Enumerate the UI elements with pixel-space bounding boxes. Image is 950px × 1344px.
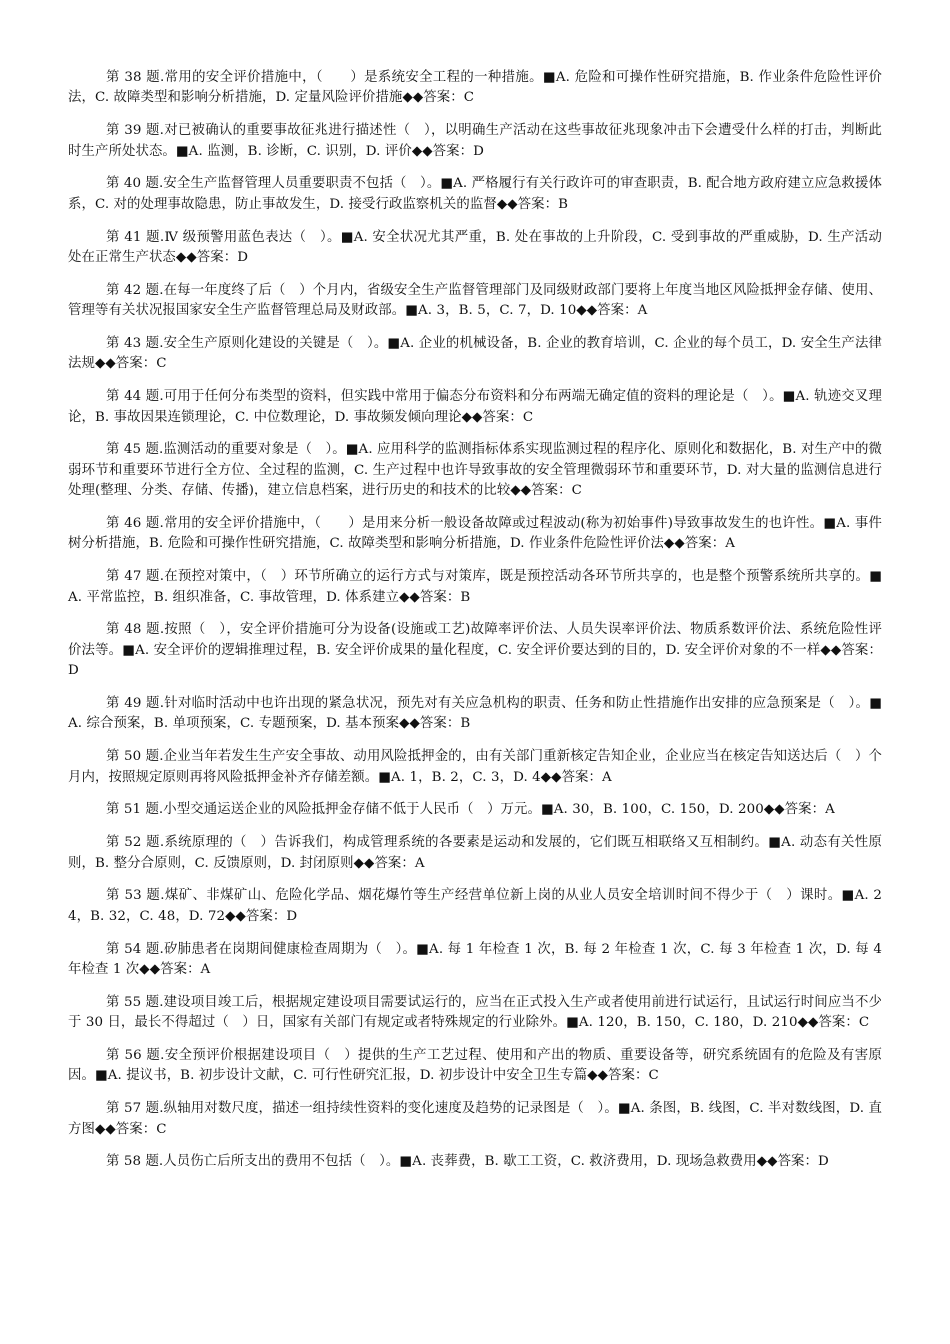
- question-39: 第 39 题.对已被确认的重要事故征兆进行描述性（ ），以明确生产活动在这些事故征兆现象冲击下会遭受什么样的打击，判断此时生产所处状态。■A. 监测，B. 诊断，C. 识别，D. 评价◆◆答案：D: [68, 123, 882, 159]
- question-47: 第 47 题.在预控对策中，（ ）环节所确立的运行方式与对策库，既是预控活动各环节所共享的，也是整个预警系统所共享的。■A. 平常监控，B. 组织准备，C. 事故管理，D. 体系建立◆◆答案：B: [68, 569, 882, 605]
- question-40: 第 40 题.安全生产监督管理人员重要职责不包括（ ）。■A. 严格履行有关行政许可的审查职责，B. 配合地方政府建立应急救援体系，C. 对的处理事故隐患，防止事故发生，D. 接受行政监察机关的监督◆◆答案：B: [68, 176, 882, 212]
- question-54: 第 54 题.矽肺患者在岗期间健康检查周期为（ ）。■A. 每 1 年检查 1 次，B. 每 2 年检查 1 次，C. 每 3 年检查 1 次，D. 每 4 年检查 1 次◆◆答案：A: [68, 941, 882, 978]
- question-44: 第 44 题.可用于任何分布类型的资料，但实践中常用于偏态分布资料和分布两端无确定值的资料的理论是（ ）。■A. 轨迹交叉理论，B. 事故因果连锁理论，C. 中位数理论，D. 事故频发倾向理论◆◆答案：C: [68, 389, 882, 425]
- question-56: 第 56 题.安全预评价根据建设项目（ ）提供的生产工艺过程、使用和产出的物质、重要设备等，研究系统固有的危险及有害原因。■A. 提议书，B. 初步设计文献，C. 可行性研究汇报，D. 初步设计中安全卫生专篇◆◆答案：C: [68, 1048, 882, 1084]
- question-42: 第 42 题.在每一年度终了后（ ）个月内，省级安全生产监督管理部门及同级财政部门要将上年度当地区风险抵押金存储、使用、管理等有关状况报国家安全生产监督管理总局及财政部。■A. 3，B. 5，C. 7，D. 10◆◆答案：A: [68, 282, 882, 319]
- question-52: 第 52 题.系统原理的（ ）告诉我们，构成管理系统的各要素是运动和发展的，它们既互相联络又互相制约。■A. 动态有关性原则，B. 整分合原则，C. 反馈原则，D. 封闭原则◆◆答案：A: [68, 835, 882, 871]
- question-55: 第 55 题.建设项目竣工后，根据规定建设项目需要试运行的，应当在正式投入生产或者使用前进行试运行，且试运行时间应当不少于 30 日，最长不得超过（ ）日，国家有关部门有规定或者特殊规定的行业除外。■A. 120，B. 150，C. 180，D. 210◆◆答案：C: [68, 994, 882, 1031]
- question-57: 第 57 题.纵轴用对数尺度，描述一组持续性资料的变化速度及趋势的记录图是（ ）。■A. 条图，B. 线图，C. 半对数线图，D. 直方图◆◆答案：C: [68, 1101, 882, 1137]
- question-46: 第 46 题.常用的安全评价措施中，（ ）是用来分析一般设备故障或过程波动(称为初始事件)导致事故发生的也许性。■A. 事件树分析措施，B. 危险和可操作性研究措施，C. 故障类型和影响分析措施，D. 作业条件危险性评价法◆◆答案：A: [68, 516, 882, 552]
- question-58: 第 58 题.人员伤亡后所支出的费用不包括（ ）。■A. 丧葬费，B. 歇工工资，C. 救济费用，D. 现场急救费用◆◆答案：D: [106, 1154, 829, 1170]
- question-53: 第 53 题.煤矿、非煤矿山、危险化学品、烟花爆竹等生产经营单位新上岗的从业人员安全培训时间不得少于（ ）课时。■A. 24，B. 32，C. 48，D. 72◆◆答案：D: [68, 888, 882, 924]
- question-51: 第 51 题.小型交通运送企业的风险抵押金存储不低于人民币（ ）万元。■A. 30，B. 100，C. 150，D. 200◆◆答案：A: [106, 802, 835, 818]
- question-43: 第 43 题.安全生产原则化建设的关键是（ ）。■A. 企业的机械设备，B. 企业的教育培训，C. 企业的每个员工，D. 安全生产法律法规◆◆答案：C: [68, 336, 882, 372]
- question-50: 第 50 题.企业当年若发生生产安全事故、动用风险抵押金的，由有关部门重新核定告知企业，企业应当在核定告知送达后（ ）个月内，按照规定原则再将风险抵押金补齐存储差额。■A. 1，B. 2，C. 3，D. 4◆◆答案：A: [68, 749, 882, 785]
- question-45: 第 45 题.监测活动的重要对象是（ ）。■A. 应用科学的监测指标体系实现监测过程的程序化、原则化和数据化，B. 对生产中的微弱环节和重要环节进行全方位、全过程的监测，C. 生产过程中也许导致事故的安全管理微弱环节和重要环节，D. 对大量的监测信息进行处理(整理、分类、存储、传播)，建立信息档案，进行历史的和技术的比较◆◆答案：C: [68, 442, 882, 499]
- question-49: 第 49 题.针对临时活动中也许出现的紧急状况，预先对有关应急机构的职责、任务和防止性措施作出安排的应急预案是（ ）。■A. 综合预案，B. 单项预案，C. 专题预案，D. 基本预案◆◆答案：B: [68, 696, 882, 732]
- question-38: 第 38 题.常用的安全评价措施中，（ ）是系统安全工程的一种措施。■A. 危险和可操作性研究措施，B. 作业条件危险性评价法，C. 故障类型和影响分析措施，D. 定量风险评价措施◆◆答案：C: [68, 70, 882, 106]
- question-48: 第 48 题.按照（ ），安全评价措施可分为设备(设施或工艺)故障率评价法、人员失误率评价法、物质系数评价法、系统危险性评价法等。■A. 安全评价的逻辑推理过程，B. 安全评价成果的量化程度，C. 安全评价要达到的目的，D. 安全评价对象的不一样◆◆答案：D: [68, 622, 882, 679]
- question-41: 第 41 题.Ⅳ 级预警用蓝色表达（ ）。■A. 安全状况尤其严重，B. 处在事故的上升阶段，C. 受到事故的严重威胁，D. 生产活动处在正常生产状态◆◆答案：D: [68, 229, 882, 266]
